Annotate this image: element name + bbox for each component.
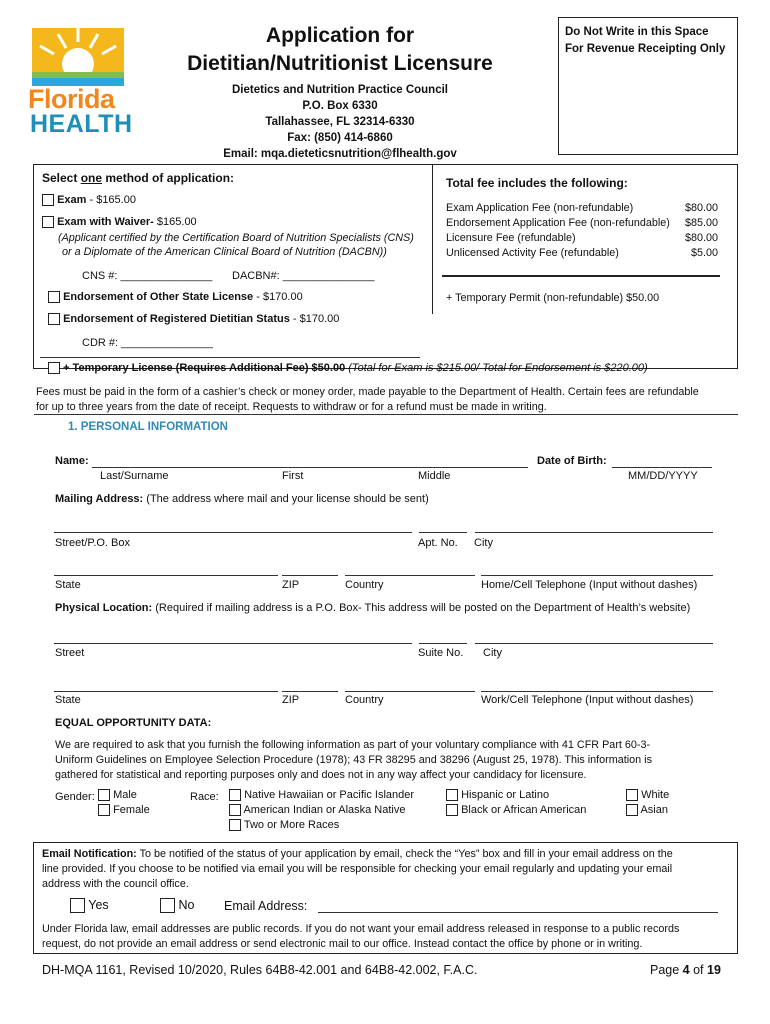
- cdr-field[interactable]: CDR #: _______________: [82, 337, 213, 349]
- email-no-checkbox[interactable]: [160, 898, 175, 913]
- footer-page-number: [650, 963, 721, 977]
- race-option-asian[interactable]: [626, 804, 668, 816]
- council-email: Email: mqa.dieteticsnutrition@flhealth.gov: [223, 148, 457, 160]
- dob-format-caption: MM/DD/YYYY: [628, 470, 698, 482]
- eeo-text-line2: Uniform Guidelines on Employee Selection Procedure (1978); 43 FR 38295 and 38296 (August 25, 1978). This information is: [55, 754, 652, 766]
- race-white-label: White: [641, 789, 670, 801]
- mailing-country-line[interactable]: [345, 575, 475, 576]
- cns-field[interactable]: CNS #: _______________: [82, 270, 213, 282]
- waiver-note-1: (Applicant certified by the Certification Board of Nutrition Specialists (CNS): [58, 232, 414, 244]
- dacbn-field[interactable]: DACBN#: _______________: [232, 270, 375, 282]
- fee-list: [446, 201, 718, 261]
- page-prefix: Page: [650, 963, 683, 977]
- female-checkbox[interactable]: [98, 804, 110, 816]
- email-no-label: No: [178, 898, 195, 912]
- page-title-line1: Application for: [265, 24, 415, 47]
- race-asian-label: Asian: [640, 804, 668, 816]
- rd-option[interactable]: [48, 313, 339, 325]
- dob-line[interactable]: [612, 467, 712, 468]
- race-american-indian-checkbox[interactable]: [229, 804, 241, 816]
- zip-caption: ZIP: [282, 579, 300, 591]
- street-caption: Street: [55, 647, 85, 659]
- dob-label: Date of Birth:: [537, 455, 607, 467]
- email-yes-label: Yes: [88, 898, 109, 912]
- exam-label: Exam: [57, 194, 87, 206]
- fee-row: [446, 216, 718, 231]
- race-asian-checkbox[interactable]: [626, 804, 638, 816]
- work-phone-caption: Work/Cell Telephone (Input without dashes): [481, 694, 694, 706]
- gender-female-option[interactable]: [98, 804, 150, 816]
- home-phone-caption: Home/Cell Telephone (Input without dashes): [481, 579, 698, 591]
- email-notification-line1: [42, 847, 673, 862]
- race-option-white[interactable]: [626, 789, 669, 801]
- temp-license-totals: (Total for Exam is $215.00/ Total for Endorsement is $220.00): [345, 362, 648, 374]
- email-law-line1: Under Florida law, email addresses are public records. If you do not want your email address released in response to a public records: [42, 923, 680, 935]
- mailing-apt-line[interactable]: [419, 532, 467, 533]
- race-hawaiian-checkbox[interactable]: [229, 789, 241, 801]
- florida-health-logo: [28, 24, 133, 138]
- endorsement-checkbox[interactable]: [48, 291, 60, 303]
- revenue-box: [558, 17, 738, 155]
- rd-fee: - $170.00: [289, 313, 340, 325]
- physical-city-line[interactable]: [475, 643, 713, 644]
- eeo-heading: EQUAL OPPORTUNITY DATA:: [55, 717, 212, 729]
- fee-amount: $5.00: [690, 247, 718, 259]
- race-hispanic-checkbox[interactable]: [446, 789, 458, 801]
- fee-row: [446, 231, 718, 246]
- mailing-address-note: (The address where mail and your license should be sent): [143, 493, 429, 505]
- physical-suite-line[interactable]: [419, 643, 467, 644]
- page-current: 4: [682, 963, 690, 977]
- mailing-street-line[interactable]: [54, 532, 412, 533]
- payment-note-line1: Fees must be paid in the form of a cashier’s check or money order, made payable to the Department of Health. Certain fees are refundable: [36, 386, 699, 398]
- temp-license-checkbox[interactable]: [48, 362, 60, 374]
- race-two-or-more-label: Two or More Races: [243, 819, 340, 831]
- gender-label: Gender:: [55, 791, 95, 803]
- race-black-label: Black or African American: [461, 804, 587, 816]
- fee-amount: $80.00: [684, 202, 718, 214]
- physical-country-caption: Country: [345, 694, 384, 706]
- temp-license-label: + Temporary License (Requires Additional Fee) $50.00: [63, 362, 346, 374]
- fee-amount: $85.00: [684, 217, 718, 229]
- rd-label: Endorsement of Registered Dietitian Status: [63, 313, 290, 325]
- race-option-hawaiian[interactable]: [229, 789, 414, 801]
- mailing-phone-line[interactable]: [481, 575, 713, 576]
- race-white-checkbox[interactable]: [626, 789, 638, 801]
- method-heading: [42, 171, 234, 185]
- fee-label: Licensure Fee (refundable): [446, 232, 576, 244]
- fees-rule: [442, 275, 720, 277]
- physical-location-note: (Required if mailing address is a P.O. Box- This address will be posted on the Department of Health’s website): [152, 602, 691, 614]
- email-law-text: [42, 922, 679, 952]
- email-law-line2: request, do not provide an email address or send electronic mail to our office. Instead contact the office by phone or in writing.: [42, 938, 643, 950]
- physical-location-heading: [55, 602, 690, 614]
- sun-logo-icon: [28, 24, 128, 86]
- race-american-indian-label: American Indian or Alaska Native: [243, 804, 406, 816]
- race-option-american-indian[interactable]: [229, 804, 405, 816]
- male-label: Male: [113, 789, 137, 801]
- email-yes-checkbox[interactable]: [70, 898, 85, 913]
- race-hawaiian-label: Native Hawaiian or Pacific Islander: [244, 789, 415, 801]
- gender-male-option[interactable]: [98, 789, 137, 801]
- revenue-box-line2: For Revenue Receipting Only: [565, 43, 726, 55]
- fee-label: Endorsement Application Fee (non-refundable): [446, 217, 670, 229]
- email-no-option[interactable]: [160, 898, 194, 913]
- fee-label: Unlicensed Activity Fee (refundable): [446, 247, 619, 259]
- name-line[interactable]: [92, 467, 528, 468]
- race-label: Race:: [190, 791, 219, 803]
- mailing-address-label: Mailing Address:: [55, 493, 144, 505]
- exam-fee: - $165.00: [86, 194, 136, 206]
- footer-form-id: DH-MQA 1161, Revised 10/2020, Rules 64B8-42.001 and 64B8-42.002, F.A.C.: [42, 963, 478, 977]
- rd-checkbox[interactable]: [48, 313, 60, 325]
- fee-row: [446, 201, 718, 216]
- state-caption: State: [55, 579, 81, 591]
- middle-name-caption: Middle: [418, 470, 451, 482]
- waiver-fee: $165.00: [153, 216, 197, 228]
- physical-street-line[interactable]: [54, 643, 412, 644]
- email-notification-line3: address with the council office.: [42, 878, 189, 890]
- male-checkbox[interactable]: [98, 789, 110, 801]
- section-divider: [34, 414, 738, 415]
- temp-permit-fee: + Temporary Permit (non-refundable) $50.00: [446, 292, 660, 304]
- country-caption: Country: [345, 579, 384, 591]
- method-heading-post: method of application:: [102, 171, 235, 185]
- endorsement-label: Endorsement of Other State License: [63, 291, 254, 303]
- email-notification-text1: To be notified of the status of your application by email, check the “Yes” box and fill in your email address on the: [136, 848, 673, 860]
- waiver-option[interactable]: [42, 216, 197, 228]
- mailing-address-heading: [55, 493, 429, 505]
- mailing-city-line[interactable]: [475, 532, 713, 533]
- physical-zip-line[interactable]: [282, 691, 338, 692]
- race-two-or-more-checkbox[interactable]: [229, 819, 241, 831]
- council-fax: Fax: (850) 414-6860: [287, 132, 393, 144]
- payment-note: [36, 385, 699, 414]
- physical-phone-line[interactable]: [481, 691, 713, 692]
- mailing-zip-line[interactable]: [282, 575, 338, 576]
- council-address: [190, 82, 490, 162]
- fees-heading: Total fee includes the following:: [446, 176, 628, 190]
- fee-row: [446, 246, 718, 261]
- council-city: Tallahassee, FL 32314-6330: [265, 116, 415, 128]
- physical-state-caption: State: [55, 694, 81, 706]
- apt-caption: Apt. No.: [418, 537, 458, 549]
- temp-divider-line: [40, 357, 420, 358]
- physical-location-label: Physical Location:: [55, 602, 153, 614]
- waiver-note-2: or a Diplomate of the American Clinical Board of Nutrition (DACBN)): [62, 246, 387, 258]
- logo-word-health: HEALTH: [30, 110, 133, 138]
- payment-note-line2: for up to three years from the date of receipt. Requests to withdraw or for a refund must be made in writing.: [36, 400, 547, 413]
- street-po-caption: Street/P.O. Box: [55, 537, 131, 549]
- temp-license-option[interactable]: [48, 362, 648, 374]
- email-notification-line2: line provided. If you choose to be notified via email you will be responsible for checking your email regularly and updating your email: [42, 863, 673, 875]
- method-heading-pre: Select: [42, 171, 81, 185]
- council-po-box: P.O. Box 6330: [302, 100, 378, 112]
- page-total: 19: [707, 963, 721, 977]
- last-name-caption: Last/Surname: [100, 470, 169, 482]
- page-title-line2: Dietitian/Nutritionist Licensure: [187, 52, 493, 75]
- physical-zip-caption: ZIP: [282, 694, 300, 706]
- waiver-checkbox[interactable]: [42, 216, 54, 228]
- mailing-state-line[interactable]: [54, 575, 278, 576]
- endorsement-fee: - $170.00: [253, 291, 303, 303]
- exam-checkbox[interactable]: [42, 194, 54, 206]
- suite-caption: Suite No.: [418, 647, 464, 659]
- page-of: of: [689, 963, 707, 977]
- race-option-black[interactable]: [446, 804, 586, 816]
- physical-city-caption: City: [483, 647, 502, 659]
- section-heading-personal: 1. PERSONAL INFORMATION: [68, 421, 228, 433]
- race-option-hispanic[interactable]: [446, 789, 549, 801]
- eeo-text: [55, 738, 652, 783]
- physical-state-line[interactable]: [54, 691, 278, 692]
- method-heading-one: one: [80, 171, 103, 185]
- logo-word-florida: Florida: [28, 84, 115, 114]
- race-hispanic-label: Hispanic or Latino: [461, 789, 550, 801]
- waiver-label: Exam with Waiver-: [57, 216, 154, 228]
- endorsement-option[interactable]: [48, 291, 303, 303]
- email-notification-text: [42, 847, 673, 892]
- physical-country-line[interactable]: [345, 691, 475, 692]
- first-name-caption: First: [282, 470, 304, 482]
- council-name: Dietetics and Nutrition Practice Council: [232, 84, 448, 96]
- race-option-two-or-more[interactable]: [229, 819, 339, 831]
- fees-box-divider: [432, 164, 433, 314]
- eeo-text-line1: We are required to ask that you furnish the following information as part of your voluntary compliance with 41 CFR Part 60-3-: [55, 739, 651, 751]
- email-yes-option[interactable]: [70, 898, 109, 913]
- email-notification-label: Email Notification:: [42, 848, 137, 860]
- email-address-line[interactable]: [318, 912, 718, 913]
- city-caption: City: [474, 537, 493, 549]
- email-address-label: Email Address:: [224, 899, 308, 913]
- eeo-text-line3: gathered for statistical and reporting purposes only and does not in any way affect your candidacy for licensure.: [55, 769, 587, 781]
- exam-option[interactable]: [42, 194, 136, 206]
- fee-amount: $80.00: [684, 232, 718, 244]
- female-label: Female: [113, 804, 150, 816]
- fee-label: Exam Application Fee (non-refundable): [446, 202, 634, 214]
- race-black-checkbox[interactable]: [446, 804, 458, 816]
- revenue-box-line1: Do Not Write in this Space: [565, 26, 709, 38]
- name-label: Name:: [55, 455, 89, 467]
